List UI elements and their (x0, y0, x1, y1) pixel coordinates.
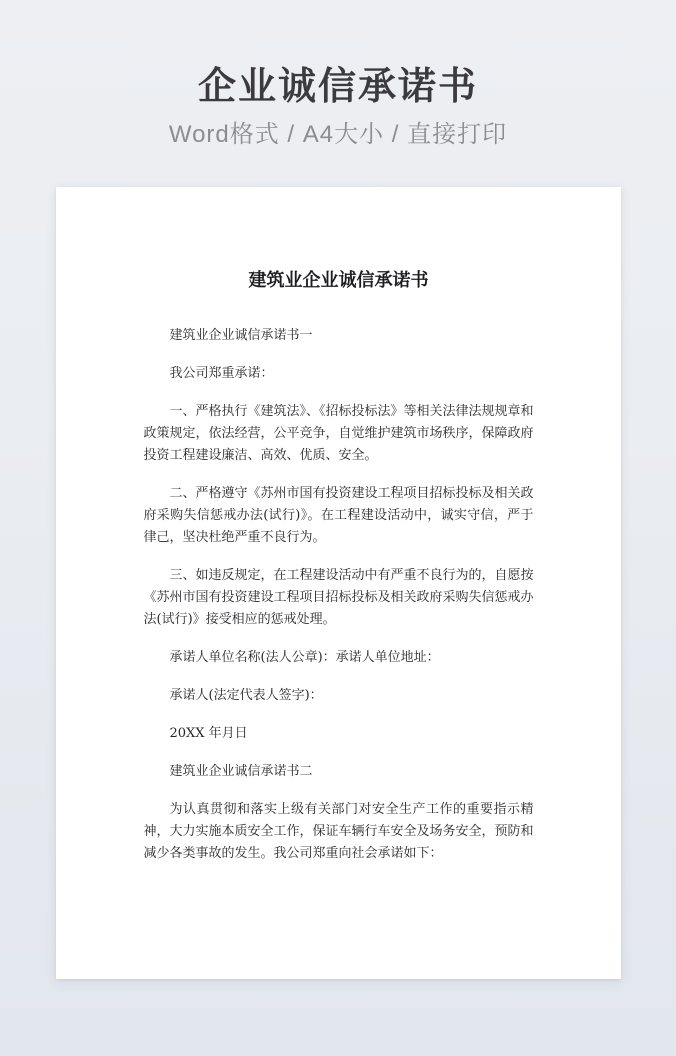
document-page (56, 187, 621, 979)
signer-signature-line: 承诺人(法定代表人签字)： (169, 688, 323, 703)
oath-intro: 我公司郑重承诺： (169, 366, 274, 381)
preview-header (0, 0, 676, 150)
clause-two: 二、严格遵守《苏州市国有投资建设工程项目招标投标及相关政府采购失信惩戒办法(试行)》。在工程建设活动中，诚实守信，严于律己，坚决杜绝严重不良行为。 (143, 486, 534, 545)
clause-three: 三、如违反规定，在工程建设活动中有严重不良行为的，自愿按《苏州市国有投资建设工程项目招标投标及相关政府采购失信惩戒办法(试行)》接受相应的惩戒处理。 (143, 568, 534, 627)
date-line: 20XX 年月日 (169, 726, 248, 741)
section-two-intro: 为认真贯彻和落实上级有关部门对安全生产工作的重要指示精神，大力实施本质安全工作，保证车辆行车安全及场务安全，预防和减少各类事故的发生。我公司郑重向社会承诺如下： (143, 802, 534, 861)
section-two-heading: 建筑业企业诚信承诺书二 (169, 764, 313, 779)
page-subtitle: Word格式 / A4大小 / 直接打印 (168, 121, 508, 148)
signer-unit-line: 承诺人单位名称(法人公章)：承诺人单位地址： (169, 650, 440, 665)
section-one-heading: 建筑业企业诚信承诺书一 (169, 328, 313, 343)
page-title: 企业诚信承诺书 (197, 66, 478, 108)
document-title: 建筑业企业诚信承诺书 (248, 270, 429, 291)
clause-one: 一、严格执行《建筑法》、《招标投标法》等相关法律法规规章和政策规定，依法经营，公平竞争，自觉维护建筑市场秩序，保障政府投资工程建设廉洁、高效、优质、安全。 (143, 404, 534, 463)
